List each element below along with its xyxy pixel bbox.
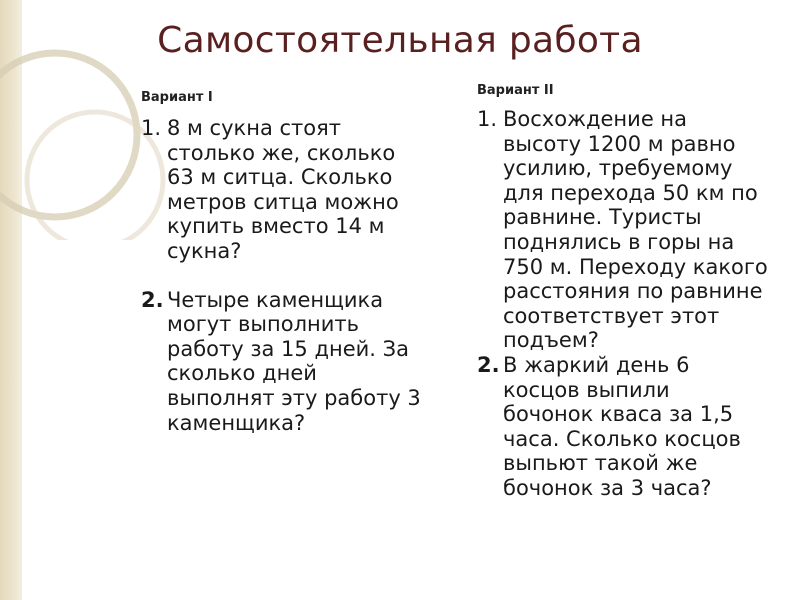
task-line: 63 м ситца. Сколько [167, 165, 393, 190]
task-number: 2. [141, 287, 164, 312]
variant-1-task-2 [141, 288, 441, 436]
task-line: для перехода 50 км по [503, 180, 758, 205]
variant-2-task-2 [477, 353, 792, 501]
task-line: работу за 15 дней. За [167, 336, 409, 361]
task-line: сколько дней [167, 361, 317, 386]
task-line: соответствует этот [503, 303, 720, 328]
task-line: усилию, требуемому [503, 156, 733, 181]
task-line: 750 м. Переходу какого [503, 254, 768, 279]
task-line: часа. Сколько косцов [503, 426, 741, 451]
task-line: Четыре каменщика [167, 287, 384, 312]
variant-1-column [141, 116, 441, 435]
task-line: столько же, сколько [167, 140, 396, 165]
task-line: выполнят эту работу 3 [167, 385, 421, 410]
task-line: каменщика? [167, 410, 306, 435]
task-number: 2. [477, 352, 500, 377]
task-line: расстояния по равнине [503, 279, 763, 304]
task-number: 1. [477, 107, 498, 131]
task-line: равнине. Туристы [503, 205, 702, 230]
task-line: поднялись в горы на [503, 229, 735, 254]
task-line: высоту 1200 м равно [503, 131, 736, 156]
variant-2-label: Вариант II [477, 83, 554, 98]
task-line: В жаркий день 6 [503, 352, 690, 377]
task-line: косцов выпили [503, 377, 670, 402]
task-line: Восхождение на [503, 107, 688, 131]
task-line: купить вместо 14 м [167, 214, 385, 239]
task-line: метров ситца можно [167, 189, 399, 214]
variant-2-column [477, 107, 792, 501]
task-line: бочонок кваса за 1,5 [503, 402, 734, 427]
variant-1-label: Вариант I [141, 90, 213, 105]
task-line: бочонок за 3 часа? [503, 475, 712, 500]
task-line: подъем? [503, 328, 599, 353]
task-line: выпьют такой же [503, 451, 698, 476]
variant-2-task-1 [477, 107, 792, 353]
task-line: 8 м сукна стоят [167, 116, 341, 140]
slide-title: Самостоятельная работа [157, 20, 643, 61]
task-number: 1. [141, 116, 162, 140]
task-line: могут выполнить [167, 312, 360, 337]
variant-1-task-1 [141, 116, 441, 264]
task-line: сукна? [167, 238, 242, 263]
